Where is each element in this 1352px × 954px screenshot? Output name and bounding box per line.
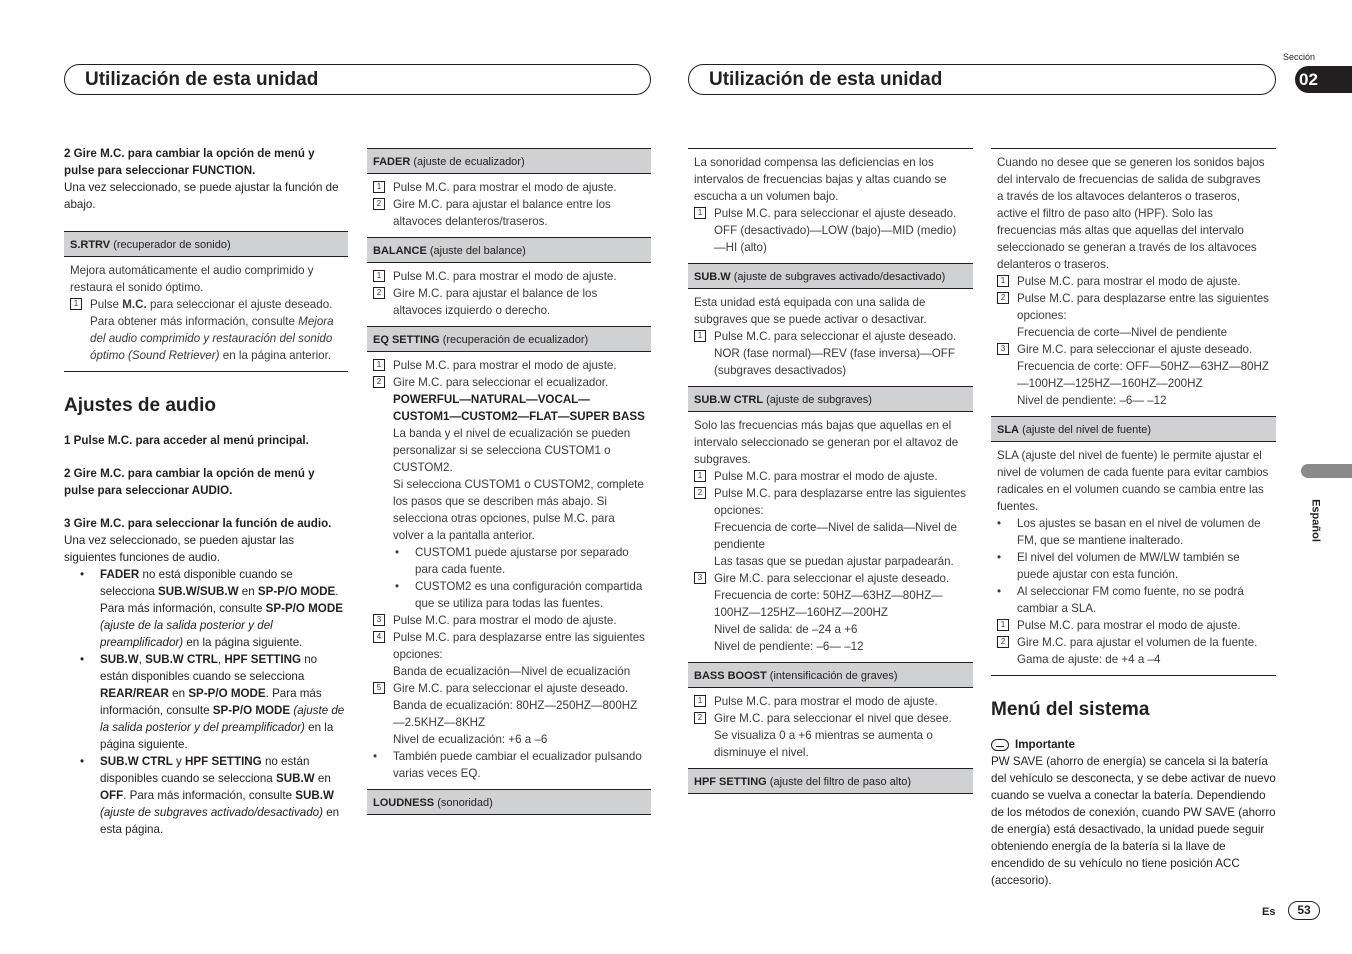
fader-table: FADER (ajuste de ecualizador) 1 Pulse M.C. para mostrar el modo de ajuste. 2 Gire M.C. para ajustar el balance entre los altavoces delanteros/traseros. [367,148,651,238]
important-text: PW SAVE (ahorro de energía) se cancela si la batería del vehículo se desconecta, y se debe activar de nuevo cuando se vuelva a conectar la batería. Dependiendo de los métodos de conexión, cuando PW SAVE (ahorro de energía) está desactivado, la unidad puede seguir obteniendo energía de la batería si la llave de encendido de su vehículo no tiene posición ACC (accesorio). [991,755,1276,887]
subw-ctrl-table: SUB.W CTRL (ajuste de subgraves) Solo las frecuencias más bajas que aquellas en el intervalo seleccionado se generan por el altavoz de subgraves. 1 Pulse M.C. para mostrar el modo de ajuste. 2 Pulse M.C. para desplazarse entre las siguientes opciones: Frecuencia de corte—Nivel de salida—Nivel de pendiente Las tasas que se puedan ajustar parpadearán. 3 Gire M.C. para seleccionar el ajuste deseado. Frecuencia de corte: 50HZ—63HZ—80HZ—100HZ—125HZ—160HZ—200HZ Nivel de salida: de –24 a +6 Nivel de pendiente: –6— –12 [688,387,973,663]
step-2-function: 2 Gire M.C. para cambiar la opción de menú y pulse para seleccionar FUNCTION. [64,147,315,177]
audio-step-1: 1 Pulse M.C. para acceder al menú principal. [64,434,309,447]
list-item: • SUB.W, SUB.W CTRL, HPF SETTING no están disponibles cuando se selecciona REAR/REAR en SP-P/O MODE. Para más información, consulte SP-P/O MODE (ajuste de la salida posterior y del preamplificador) en la página siguiente. [80,653,345,751]
hpf-body: Cuando no desee que se generen los sonidos bajos del intervalo de frecuencias de salida de subgraves a través de los altavoces delanteros o traseros, active el filtro de paso alto (HPF). Solo las frecuencias más altas que aquellas del intervalo seleccionado se generan a través de los altavoces delanteros o traseros. 1 Pulse M.C. para mostrar el modo de ajuste. 2 Pulse M.C. para desplazarse entre las siguientes opciones: Frecuencia de corte—Nivel de pendiente 3 Gire M.C. para seleccionar el ajuste deseado. Frecuencia de corte: OFF—50HZ—63HZ—80HZ—100HZ—125HZ—160HZ—200HZ Nivel de pendiente: –6— –12 [991,148,1276,417]
language-label: Español [1309,499,1322,542]
srtrv-header: S.RTRV (recuperador de sonido) [64,232,348,257]
sla-table: SLA (ajuste del nivel de fuente) SLA (ajuste del nivel de fuente) le permite ajustar el nivel de volumen de cada fuente para evitar cambios radicales en el volumen cuando se cambia entre las fuentes. • Los ajustes se basan en el nivel de volumen de FM, que se mantiene inalterado. • El nivel del volumen de MW/LW también se puede ajustar con esta función. • Al seleccionar FM como fuente, no se podrá cambiar a SLA. 1 Pulse M.C. para mostrar el modo de ajuste. 2 Gire M.C. para ajustar el volumen de la fuente. Gama de ajuste: de +4 a –4 [991,417,1276,676]
subw-ctrl-header: SUB.W CTRL (ajuste de subgraves) [688,387,973,412]
heading-audio: Ajustes de audio [64,395,217,416]
header-title-left: Utilización de esta unidad [85,69,319,90]
section-label: Sección [1283,52,1316,62]
sla-header: SLA (ajuste del nivel de fuente) [991,417,1276,442]
column-4 [991,148,1276,889]
important-note: Importante [991,736,1276,753]
srtrv-table [64,231,348,372]
eq-table: EQ SETTING (recuperación de ecualizador) 1 Pulse M.C. para mostrar el modo de ajuste. 2 Gire M.C. para seleccionar el ecualizador. POWERFUL—NATURAL—VOCAL—CUSTOM1—CUSTOM2—FLAT—SUPER BASS La banda y el nivel de ecualización se pueden personalizar si se selecciona CUSTOM1 o CUSTOM2. Si selecciona CUSTOM1 o CUSTOM2, complete los pasos que se describen más abajo. Si selecciona otras opciones, pulse M.C. para volver a la pantalla anterior. • CUSTOM1 puede ajustarse por separado para cada fuente. • CUSTOM2 es una configuración compartida que se utiliza para todas las fuentes. 3 Pulse M.C. para mostrar el modo de ajuste. 4 Pulse M.C. para desplazarse entre las siguientes opciones: Banda de ecualización—Nivel de ecualización 5 Gire M.C. para seleccionar el ajuste deseado. Banda de ecualización: 80HZ—250HZ—800HZ—2.5KHZ—8KHZ Nivel de ecualización: +6 a –6 • También puede cambiar el ecualizador pulsando varias veces EQ. [367,327,651,790]
header-title-right: Utilización de esta unidad [709,69,943,90]
step-2-text: Una vez seleccionado, se puede ajustar la función de abajo. [64,181,339,211]
audio-step-3: 3 Gire M.C. para seleccionar la función de audio. [64,517,332,530]
important-icon [991,739,1009,751]
column-3 [688,148,973,794]
fader-header: FADER (ajuste de ecualizador) [367,149,651,174]
balance-table: BALANCE (ajuste del balance) 1 Pulse M.C. para mostrar el modo de ajuste. 2 Gire M.C. para ajustar el balance de los altavoces izquierdo o derecho. [367,238,651,327]
page-number: 53 [1288,901,1320,920]
footer-lang: Es [1262,906,1276,918]
bass-boost-table: BASS BOOST (intensificación de graves) 1 Pulse M.C. para mostrar el modo de ajuste. 2 Gire M.C. para seleccionar el nivel que desee. Se visualiza 0 a +6 mientras se aumenta o disminuye el nivel. [688,663,973,769]
hpf-header: HPF SETTING (ajuste del filtro de paso alto) [688,769,973,793]
subw-header: SUB.W (ajuste de subgraves activado/desactivado) [688,264,973,289]
loudness-header: LOUDNESS (sonoridad) [367,790,651,814]
audio-step-3-text: Una vez seleccionado, se pueden ajustar las siguientes funciones de audio. [64,534,295,564]
hpf-table [688,769,973,794]
srtrv-body: Mejora automáticamente el audio comprimido y restaura el sonido óptimo. 1 Pulse M.C. para seleccionar el ajuste deseado. Para obtener más información, consulte Mejora del audio comprimido y restauración del sonido óptimo (Sound Retriever) en la página anterior. [70,264,334,362]
section-number-badge: 02 [1295,66,1352,93]
loudness-table [367,790,651,815]
page-header-right [688,64,1276,95]
page-header-left [64,64,651,95]
column-2 [367,148,651,815]
column-1 [64,145,348,838]
list-item: • SUB.W CTRL y HPF SETTING no están disponibles cuando se selecciona SUB.W en OFF. Para más información, consulte SUB.W (ajuste de subgraves activado/desactivado) en esta página. [80,755,340,836]
language-tab [1301,464,1352,478]
loudness-body: La sonoridad compensa las deficiencias en los intervalos de frecuencias bajas y altas cuando se escucha a un volumen bajo. 1 Pulse M.C. para seleccionar el ajuste deseado. OFF (desactivado)—LOW (bajo)—MID (medio)—HI (alto) [688,148,973,264]
balance-header: BALANCE (ajuste del balance) [367,238,651,263]
subw-table: SUB.W (ajuste de subgraves activado/desactivado) Esta unidad está equipada con una salida de subgraves que se puede activar o desactivar. 1 Pulse M.C. para seleccionar el ajuste deseado. NOR (fase normal)—REV (fase inversa)—OFF (subgraves desactivados) [688,264,973,387]
audio-step-2: 2 Gire M.C. para cambiar la opción de menú y pulse para seleccionar AUDIO. [64,467,315,497]
eq-header: EQ SETTING (recuperación de ecualizador) [367,327,651,352]
heading-system-menu: Menú del sistema [991,699,1150,720]
bass-boost-header: BASS BOOST (intensificación de graves) [688,663,973,688]
list-item: • FADER no está disponible cuando se selecciona SUB.W/SUB.W en SP-P/O MODE. Para más información, consulte SP-P/O MODE (ajuste de la salida posterior y del preamplificador) en la página siguiente. [80,568,343,649]
